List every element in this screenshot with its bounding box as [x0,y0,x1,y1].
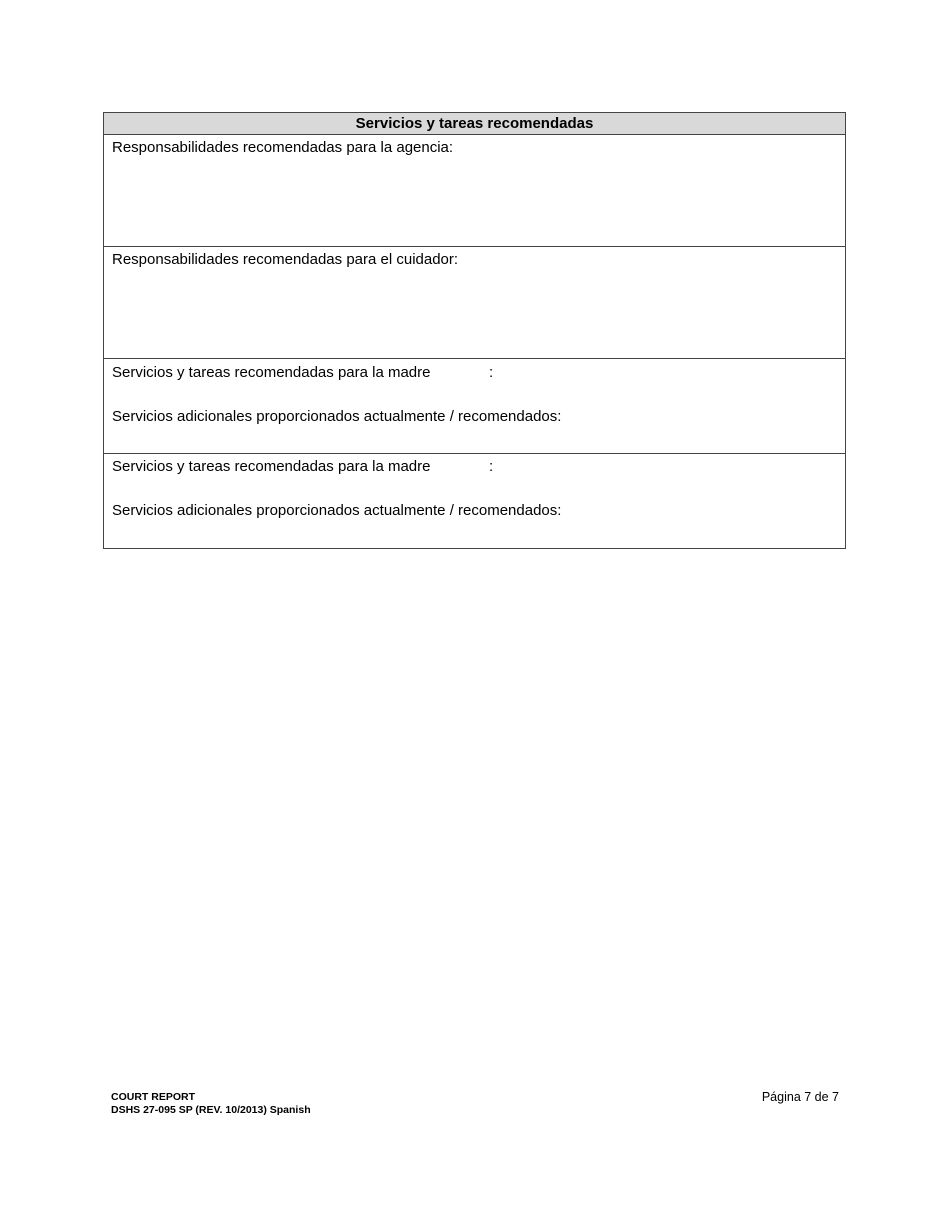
footer-form-title: COURT REPORT [111,1091,195,1103]
mother-services-label: Servicios y tareas recomendadas para la madre [112,458,431,475]
page-number: Página 7 de 7 [761,1090,839,1104]
footer-form-info [111,1091,311,1117]
mother-services-section-1[interactable] [104,359,845,454]
recommended-services-table [103,112,846,549]
additional-services-label: Servicios adicionales proporcionados actualmente / recomendados: [112,502,562,519]
agency-responsibilities-label: Responsabilidades recomendadas para la agencia: [112,139,454,156]
table-header: Servicios y tareas recomendadas [104,113,845,135]
agency-responsibilities-section[interactable] [104,135,845,247]
mother-services-colon: : [489,458,494,475]
footer-form-number: DSHS 27-095 SP (REV. 10/2013) Spanish [111,1104,311,1116]
mother-services-section-2[interactable] [104,454,845,548]
mother-services-label: Servicios y tareas recomendadas para la madre [112,364,431,381]
additional-services-label: Servicios adicionales proporcionados actualmente / recomendados: [112,408,562,425]
caregiver-responsibilities-section[interactable] [104,247,845,359]
mother-services-colon: : [489,364,494,381]
caregiver-responsibilities-label: Responsabilidades recomendadas para el cuidador: [112,251,459,268]
